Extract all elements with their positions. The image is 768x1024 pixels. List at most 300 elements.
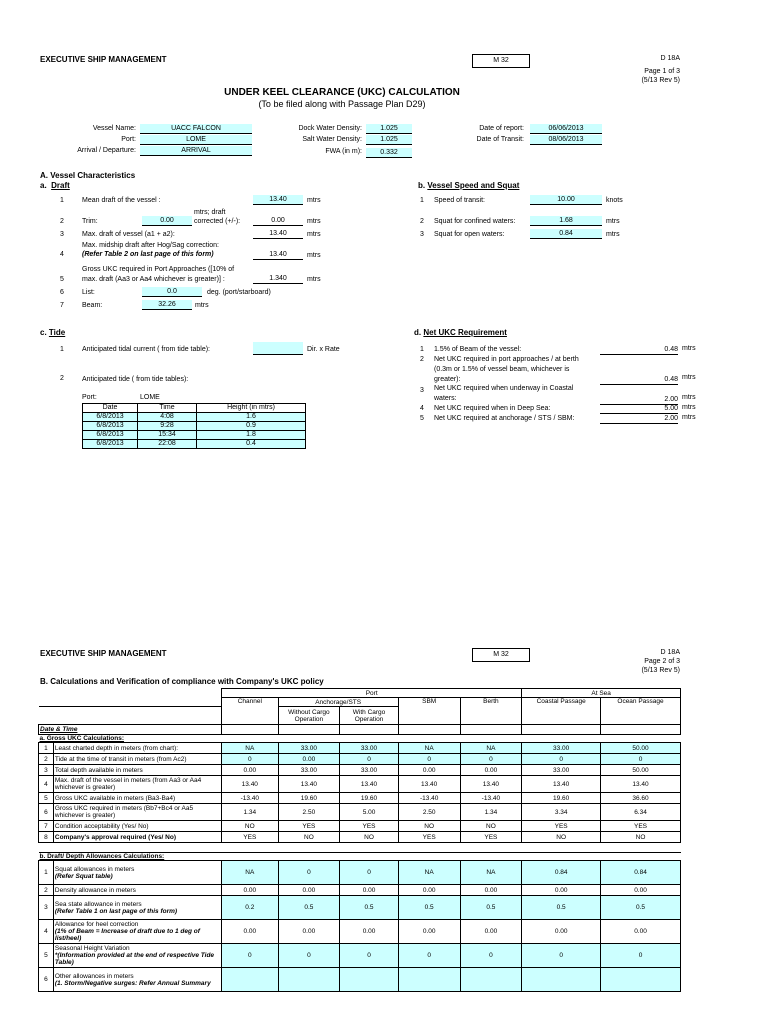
squat-open-field[interactable]: 0.84 bbox=[530, 229, 602, 239]
fwa-field[interactable]: 0.332 bbox=[366, 148, 412, 158]
row-num: 1 bbox=[420, 197, 424, 204]
anticipated-tide-label: Anticipated tide ( from tide tables): bbox=[82, 376, 189, 383]
value-cell: 0.00 bbox=[398, 765, 460, 776]
value-cell[interactable]: NA bbox=[222, 861, 278, 885]
value-cell[interactable]: 0.84 bbox=[601, 861, 681, 885]
value-cell[interactable]: 0 bbox=[278, 944, 340, 968]
tide-cell[interactable]: 1.8 bbox=[197, 431, 306, 440]
unit: mtrs bbox=[682, 345, 696, 352]
row-number: 5 bbox=[39, 793, 54, 804]
row-num: 1 bbox=[420, 346, 424, 353]
value-cell: NO bbox=[398, 821, 460, 832]
value-cell[interactable]: NA bbox=[398, 743, 460, 754]
row-num: 1 bbox=[60, 197, 64, 204]
row-description bbox=[53, 793, 221, 804]
value-cell: YES bbox=[398, 832, 460, 843]
unit: mtrs bbox=[682, 404, 696, 411]
value-cell: 1.34 bbox=[460, 804, 522, 821]
vessel-name-field[interactable]: UACC FALCON bbox=[140, 124, 252, 134]
row-number: 3 bbox=[39, 765, 54, 776]
net-ukc-title: d. Net UKC Requirement bbox=[414, 328, 507, 337]
value-cell[interactable]: 0.5 bbox=[340, 896, 399, 920]
vessel-name-label: Vessel Name: bbox=[92, 125, 136, 132]
row-description bbox=[53, 832, 221, 843]
date-cell[interactable] bbox=[340, 725, 399, 735]
row-description-text: Max. draft of the vessel in meters (from Aa3 or Aa4 whichever is greater) bbox=[54, 777, 202, 791]
fwa-label: FWA (in m): bbox=[325, 148, 362, 155]
value-cell: 2.50 bbox=[278, 804, 340, 821]
table-row bbox=[39, 968, 681, 992]
value-cell[interactable] bbox=[340, 968, 399, 992]
row-number: 2 bbox=[39, 885, 54, 896]
value-cell[interactable]: 0.5 bbox=[601, 896, 681, 920]
value-cell[interactable]: 0 bbox=[340, 944, 399, 968]
max-draft-value: 13.40 bbox=[253, 229, 303, 239]
row-description-note: (Refer Table 1 on last page of this form) bbox=[54, 907, 178, 915]
value-cell: 2.50 bbox=[398, 804, 460, 821]
value-cell: YES bbox=[222, 832, 278, 843]
value-cell: NO bbox=[222, 821, 278, 832]
company-name: EXECUTIVE SHIP MANAGEMENT bbox=[40, 55, 167, 64]
beam-field[interactable]: 32.26 bbox=[142, 300, 192, 310]
value-cell[interactable] bbox=[522, 968, 601, 992]
value-cell: 0.00 bbox=[460, 920, 522, 944]
value-cell[interactable]: 0 bbox=[398, 944, 460, 968]
table-row bbox=[39, 920, 681, 944]
value-cell[interactable]: 0 bbox=[460, 754, 522, 765]
row-description-note: *(Information provided at the end of respective Tide Table) bbox=[54, 952, 215, 966]
unit: mtrs bbox=[195, 302, 209, 309]
value-cell: 6.34 bbox=[601, 804, 681, 821]
value-cell: 3.34 bbox=[522, 804, 601, 821]
row-num: 7 bbox=[60, 302, 64, 309]
value-cell[interactable]: 0 bbox=[601, 754, 681, 765]
value-cell[interactable]: 0.2 bbox=[222, 896, 278, 920]
row-description bbox=[53, 754, 221, 765]
table-row bbox=[39, 776, 681, 793]
value-cell: 5.00 bbox=[340, 804, 399, 821]
row-description-text: Gross UKC available in meters (Ba3-Ba4) bbox=[54, 794, 176, 802]
value-cell: 50.00 bbox=[601, 765, 681, 776]
gross-ukc-label-2: max. draft (Aa3 or Aa4 whichever is greater)] : bbox=[82, 276, 225, 283]
value-cell: NO bbox=[601, 832, 681, 843]
date-cell[interactable] bbox=[398, 725, 460, 735]
row-description bbox=[53, 821, 221, 832]
value-cell[interactable]: 33.00 bbox=[278, 743, 340, 754]
row-description-text: Density allowance in meters bbox=[54, 886, 136, 894]
value-cell: 0.00 bbox=[398, 885, 460, 896]
row-num: 5 bbox=[60, 276, 64, 283]
dock-density-field[interactable]: 1.025 bbox=[366, 124, 412, 134]
unit: deg. (port/starboard) bbox=[207, 289, 271, 296]
salt-density-label: Salt Water Density: bbox=[302, 136, 362, 143]
value-cell[interactable] bbox=[398, 968, 460, 992]
row-description bbox=[53, 804, 221, 821]
row-number: 8 bbox=[39, 832, 54, 843]
value-cell[interactable]: 0.5 bbox=[460, 896, 522, 920]
hogsag-label: Max. midship draft after Hog/Sag correction: bbox=[82, 242, 219, 249]
unit: mtrs bbox=[307, 218, 321, 225]
date-report-field[interactable]: 06/06/2013 bbox=[530, 124, 602, 134]
unit: mtrs bbox=[307, 276, 321, 283]
tide-cell[interactable]: 1.6 bbox=[197, 413, 306, 422]
value-cell: -13.40 bbox=[222, 793, 278, 804]
value-cell: 13.40 bbox=[222, 776, 278, 793]
port-label: Port: bbox=[121, 136, 136, 143]
row-description bbox=[53, 765, 221, 776]
tide-table bbox=[82, 403, 306, 449]
unit: mtrs bbox=[682, 394, 696, 401]
value-cell: 0.00 bbox=[222, 885, 278, 896]
row-description-text: Sea state allowance in meters bbox=[54, 900, 142, 908]
draft-corrected-label: mtrs; draft corrected (+/-): bbox=[194, 209, 241, 225]
value-cell: 0.00 bbox=[601, 920, 681, 944]
row-description bbox=[53, 861, 221, 885]
value-cell[interactable]: 0 bbox=[522, 944, 601, 968]
row-description-text: Total depth available in meters bbox=[54, 766, 143, 774]
row-num: 2 bbox=[420, 218, 424, 225]
value-cell: 33.00 bbox=[522, 765, 601, 776]
value-cell[interactable]: 50.00 bbox=[601, 743, 681, 754]
value-cell: NO bbox=[340, 832, 399, 843]
date-cell[interactable] bbox=[522, 725, 601, 735]
row-number: 6 bbox=[39, 968, 54, 992]
date-cell[interactable] bbox=[278, 725, 340, 735]
unit: mtrs bbox=[307, 252, 321, 259]
row-num: 3 bbox=[420, 231, 424, 238]
value-cell: YES bbox=[601, 821, 681, 832]
netukc-2-value: 0.48 bbox=[600, 375, 678, 385]
value-cell[interactable] bbox=[278, 968, 340, 992]
table-row bbox=[39, 754, 681, 765]
table-row bbox=[39, 944, 681, 968]
row-num: 2 bbox=[420, 356, 424, 363]
value-cell: 13.40 bbox=[278, 776, 340, 793]
page-subtitle: (To be filed along with Passage Plan D29) bbox=[258, 99, 426, 109]
date-transit-label: Date of Transit: bbox=[476, 136, 524, 143]
squat-open-label: Squat for open waters: bbox=[434, 231, 505, 238]
page-number: Page 1 of 3 bbox=[644, 68, 680, 75]
row-description bbox=[53, 743, 221, 754]
speed-label: Speed of transit: bbox=[434, 197, 485, 204]
netukc-3-label-2: waters: bbox=[434, 395, 457, 402]
beam-label: Beam: bbox=[82, 302, 103, 309]
value-cell: 13.40 bbox=[601, 776, 681, 793]
date-transit-field[interactable]: 08/06/2013 bbox=[530, 135, 602, 145]
row-description-text: Allowance for heel correction bbox=[54, 921, 139, 928]
value-cell[interactable]: 0 bbox=[460, 944, 522, 968]
hogsag-value: 13.40 bbox=[253, 250, 303, 260]
value-cell[interactable]: 0.5 bbox=[278, 896, 340, 920]
company-name-p2: EXECUTIVE SHIP MANAGEMENT bbox=[40, 649, 167, 658]
row-number: 7 bbox=[39, 821, 54, 832]
unit: knots bbox=[606, 197, 623, 204]
row-description bbox=[53, 776, 221, 793]
value-cell: 33.00 bbox=[278, 765, 340, 776]
section-a-title: A. Vessel Characteristics bbox=[40, 171, 136, 180]
value-cell[interactable]: NA bbox=[460, 861, 522, 885]
unit: mtrs bbox=[606, 231, 620, 238]
row-description-note: (1% of Beam = Increase of draft due to 1 deg of list/heel) bbox=[54, 928, 200, 942]
col-coastal: Coastal Passage bbox=[522, 698, 601, 725]
squat-confined-field[interactable]: 1.68 bbox=[530, 216, 602, 226]
max-draft-label: Max. draft of vessel (a1 + a2): bbox=[82, 231, 175, 238]
value-cell[interactable]: 0.00 bbox=[278, 754, 340, 765]
tide-cell[interactable]: 6/8/2013 bbox=[83, 422, 138, 431]
tidal-current-label: Anticipated tidal current ( from tide table): bbox=[82, 346, 211, 353]
netukc-4-label: Net UKC required when in Deep Sea: bbox=[434, 405, 551, 412]
value-cell: 0.00 bbox=[278, 885, 340, 896]
revision-p2: (5/13 Rev 5) bbox=[641, 667, 680, 674]
salt-density-field[interactable]: 1.025 bbox=[366, 135, 412, 145]
value-cell: 13.40 bbox=[460, 776, 522, 793]
row-description-text: Company's approval required (Yes/ No) bbox=[54, 833, 176, 841]
value-cell[interactable] bbox=[222, 968, 278, 992]
value-cell: 36.60 bbox=[601, 793, 681, 804]
col-ocean: Ocean Passage bbox=[601, 698, 681, 725]
list-field[interactable]: 0.0 bbox=[142, 287, 202, 297]
value-cell[interactable]: 0.5 bbox=[522, 896, 601, 920]
value-cell: 0.00 bbox=[601, 885, 681, 896]
netukc-3-label: Net UKC required when underway in Coastal bbox=[434, 385, 574, 392]
col-channel: Channel bbox=[222, 698, 278, 725]
unit: mtrs bbox=[606, 218, 620, 225]
row-description bbox=[53, 968, 221, 992]
revision: (5/13 Rev 5) bbox=[641, 77, 680, 84]
value-cell[interactable]: 0 bbox=[340, 754, 399, 765]
unit: mtrs bbox=[307, 197, 321, 204]
row-number: 3 bbox=[39, 896, 54, 920]
col-with-cargo: With Cargo Operation bbox=[340, 707, 399, 725]
draft-title: a. Draft bbox=[40, 181, 70, 190]
netukc-5-label: Net UKC required at anchorage / STS / SBM: bbox=[434, 415, 575, 422]
trim-label: Trim: bbox=[82, 218, 98, 225]
row-description bbox=[53, 885, 221, 896]
tide-cell[interactable]: 4:08 bbox=[138, 413, 197, 422]
value-cell: -13.40 bbox=[398, 793, 460, 804]
col-anchorage: Anchorage/STS bbox=[278, 698, 398, 707]
date-cell[interactable] bbox=[222, 725, 278, 735]
arrdep-label: Arrival / Departure: bbox=[77, 147, 136, 154]
row-description-text: Tide at the time of transit in meters (from Ac2) bbox=[54, 755, 187, 763]
gross-ukc-value: 1.340 bbox=[253, 274, 303, 284]
value-cell[interactable]: NA bbox=[398, 861, 460, 885]
page-title: UNDER KEEL CLEARANCE (UKC) CALCULATION bbox=[224, 87, 460, 98]
section-a-heading: a. Gross UKC Calculations: bbox=[39, 735, 681, 743]
row-num: 2 bbox=[60, 218, 64, 225]
date-cell[interactable] bbox=[460, 725, 522, 735]
value-cell: 0.00 bbox=[522, 885, 601, 896]
value-cell[interactable]: 0.84 bbox=[522, 861, 601, 885]
row-description-note: (Refer Squat table) bbox=[54, 872, 113, 880]
row-description bbox=[53, 944, 221, 968]
row-num: 6 bbox=[60, 289, 64, 296]
netukc-2-label-2: (0.3m or 1.5% of vessel beam, whichever is bbox=[434, 366, 570, 373]
value-cell: 0.00 bbox=[222, 765, 278, 776]
netukc-1-value: 0.48 bbox=[600, 345, 678, 355]
value-cell[interactable]: 33.00 bbox=[340, 743, 399, 754]
value-cell: 19.60 bbox=[522, 793, 601, 804]
doc-code: D 18A bbox=[660, 55, 680, 62]
tide-col-height: Height (in mtrs) bbox=[197, 404, 306, 413]
tide-cell[interactable]: 15:34 bbox=[138, 431, 197, 440]
tide-cell[interactable]: 6/8/2013 bbox=[83, 431, 138, 440]
value-cell[interactable]: 0 bbox=[278, 861, 340, 885]
section-b-title: B. Calculations and Verification of compliance with Company's UKC policy bbox=[40, 677, 324, 686]
netukc-1-label: 1.5% of Beam of the vessel: bbox=[434, 346, 522, 353]
unit: mtrs bbox=[682, 374, 696, 381]
value-cell: 0.00 bbox=[398, 920, 460, 944]
port-field[interactable]: LOME bbox=[140, 135, 252, 145]
value-cell: 1.34 bbox=[222, 804, 278, 821]
doc-code-p2: D 18A bbox=[660, 649, 680, 656]
row-num: 3 bbox=[60, 231, 64, 238]
row-number: 4 bbox=[39, 920, 54, 944]
row-num: 4 bbox=[420, 405, 424, 412]
value-cell[interactable]: NA bbox=[460, 743, 522, 754]
col-without-cargo: Without Cargo Operation bbox=[278, 707, 340, 725]
row-description bbox=[53, 920, 221, 944]
table-row bbox=[39, 885, 681, 896]
value-cell: 0.00 bbox=[340, 920, 399, 944]
row-description-text: Condition acceptability (Yes/ No) bbox=[54, 822, 149, 830]
value-cell: NO bbox=[460, 821, 522, 832]
row-number: 5 bbox=[39, 944, 54, 968]
value-cell[interactable] bbox=[601, 968, 681, 992]
date-cell[interactable] bbox=[601, 725, 681, 735]
form-number: M 32 bbox=[472, 54, 530, 68]
row-description bbox=[53, 896, 221, 920]
col-sbm: SBM bbox=[398, 698, 460, 725]
value-cell: 0.00 bbox=[460, 885, 522, 896]
table-row bbox=[39, 765, 681, 776]
value-cell[interactable]: 0 bbox=[222, 944, 278, 968]
form-number-p2: M 32 bbox=[472, 648, 530, 662]
ukc-calc-table bbox=[38, 688, 681, 992]
value-cell: 0.00 bbox=[222, 920, 278, 944]
value-cell: 13.40 bbox=[340, 776, 399, 793]
row-description-text: Squat allowances in meters bbox=[54, 865, 135, 873]
table-row bbox=[39, 832, 681, 843]
row-description-text: Least charted depth in meters (from chart): bbox=[54, 744, 179, 752]
netukc-2-label-3: greater): bbox=[434, 376, 461, 383]
value-cell: 13.40 bbox=[522, 776, 601, 793]
group-port: Port bbox=[222, 689, 522, 698]
date-report-label: Date of report: bbox=[479, 125, 524, 132]
value-cell: 0.00 bbox=[340, 885, 399, 896]
tide-col-date: Date bbox=[83, 404, 138, 413]
date-time-label: Date & Time bbox=[39, 725, 222, 735]
mean-draft-label: Mean draft of the vessel : bbox=[82, 197, 161, 204]
value-cell[interactable]: 0.5 bbox=[398, 896, 460, 920]
mean-draft-field[interactable]: 13.40 bbox=[253, 195, 303, 205]
table-row bbox=[39, 743, 681, 754]
row-number: 1 bbox=[39, 743, 54, 754]
value-cell[interactable]: 0 bbox=[601, 944, 681, 968]
row-description-note: (1. Storm/Negative surges: Refer Annual Summary bbox=[54, 979, 211, 987]
value-cell[interactable]: 0 bbox=[522, 754, 601, 765]
value-cell[interactable]: 0 bbox=[340, 861, 399, 885]
tide-title: c. Tide bbox=[40, 328, 66, 337]
table-row bbox=[39, 821, 681, 832]
value-cell: YES bbox=[278, 821, 340, 832]
value-cell: 0.00 bbox=[460, 765, 522, 776]
dock-density-label: Dock Water Density: bbox=[298, 125, 362, 132]
tide-port-value: LOME bbox=[140, 394, 160, 401]
speed-field[interactable]: 10.00 bbox=[530, 195, 602, 205]
table-row bbox=[39, 896, 681, 920]
value-cell[interactable]: NA bbox=[222, 743, 278, 754]
netukc-5-value: 2.00 bbox=[600, 414, 678, 424]
speed-squat-title: b. Vessel Speed and Squat bbox=[418, 181, 520, 190]
tide-cell[interactable]: 9:28 bbox=[138, 422, 197, 431]
netukc-4-value: 5.00 bbox=[600, 404, 678, 414]
dir-rate-label: Dir. x Rate bbox=[307, 346, 340, 353]
value-cell: YES bbox=[460, 832, 522, 843]
row-number: 6 bbox=[39, 804, 54, 821]
netukc-3-value: 2.00 bbox=[600, 395, 678, 405]
tide-col-time: Time bbox=[138, 404, 197, 413]
page-number-p2: Page 2 of 3 bbox=[644, 658, 680, 665]
row-number: 2 bbox=[39, 754, 54, 765]
tide-cell[interactable]: 0.4 bbox=[197, 440, 306, 449]
row-description-text: Gross UKC required in meters (Bb7+Bc4 or Aa5 whichever is greater) bbox=[54, 805, 194, 819]
row-num: 2 bbox=[60, 375, 64, 382]
arrdep-field[interactable]: ARRIVAL bbox=[140, 146, 252, 156]
unit: mtrs bbox=[307, 231, 321, 238]
trim-field[interactable]: 0.00 bbox=[142, 216, 192, 226]
row-num: 4 bbox=[60, 251, 64, 258]
tidal-current-field[interactable] bbox=[253, 342, 303, 355]
value-cell: 0.00 bbox=[522, 920, 601, 944]
value-cell: 19.60 bbox=[340, 793, 399, 804]
unit: mtrs bbox=[682, 414, 696, 421]
row-num: 5 bbox=[420, 415, 424, 422]
row-description-text: Other allowances in meters bbox=[54, 972, 134, 980]
squat-confined-label: Squat for confined waters: bbox=[434, 218, 516, 225]
netukc-2-label: Net UKC required in port approaches / at berth bbox=[434, 356, 579, 363]
value-cell: 13.40 bbox=[398, 776, 460, 793]
value-cell: YES bbox=[522, 821, 601, 832]
value-cell[interactable]: 0 bbox=[222, 754, 278, 765]
gross-ukc-label: Gross UKC required in Port Approaches ([10% of bbox=[82, 266, 235, 273]
tide-cell[interactable]: 6/8/2013 bbox=[83, 413, 138, 422]
row-num: 1 bbox=[60, 346, 64, 353]
col-berth: Berth bbox=[460, 698, 522, 725]
value-cell: 33.00 bbox=[340, 765, 399, 776]
row-num: 3 bbox=[420, 387, 424, 394]
value-cell: 0.00 bbox=[278, 920, 340, 944]
draft-corrected-value: 0.00 bbox=[253, 216, 303, 226]
value-cell: 19.60 bbox=[278, 793, 340, 804]
tide-cell[interactable]: 22:08 bbox=[138, 440, 197, 449]
value-cell[interactable]: 33.00 bbox=[522, 743, 601, 754]
value-cell[interactable]: 0 bbox=[398, 754, 460, 765]
row-number: 1 bbox=[39, 861, 54, 885]
hogsag-note: (Refer Table 2 on last page of this form) bbox=[82, 251, 214, 258]
value-cell: NO bbox=[278, 832, 340, 843]
table-row bbox=[39, 804, 681, 821]
tide-cell[interactable]: 0.9 bbox=[197, 422, 306, 431]
value-cell: YES bbox=[340, 821, 399, 832]
tide-cell[interactable]: 6/8/2013 bbox=[83, 440, 138, 449]
table-row bbox=[39, 793, 681, 804]
section-b-heading: b. Draft/ Depth Allowances Calculations: bbox=[39, 853, 681, 861]
value-cell[interactable] bbox=[460, 968, 522, 992]
tide-port-label: Port: bbox=[82, 394, 97, 401]
row-number: 4 bbox=[39, 776, 54, 793]
value-cell: -13.40 bbox=[460, 793, 522, 804]
